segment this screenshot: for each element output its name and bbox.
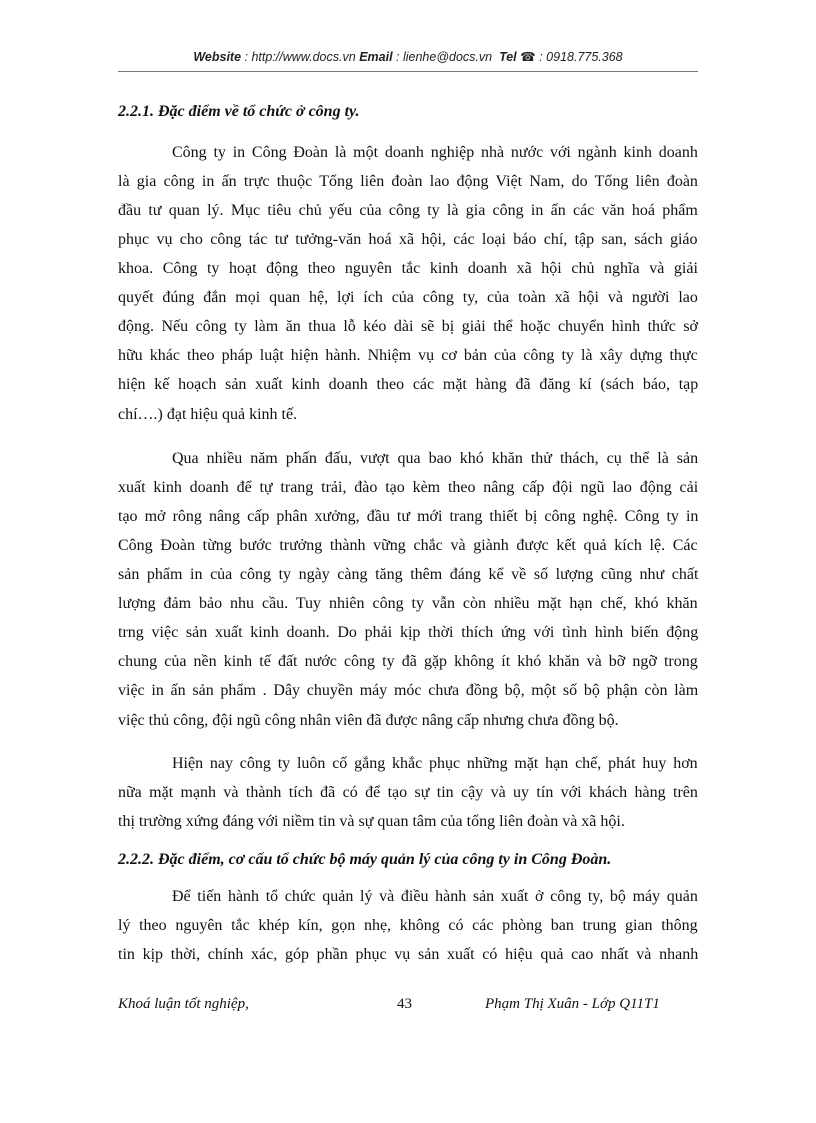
phone-icon: ☎ [520,50,536,64]
email-value: : lienhe@docs.vn [396,50,493,64]
text-line: chung của nền kinh tế đất nước công ty đã gặp không ít khó khăn và bỡ ngỡ trong [118,653,698,670]
text-line: tin kịp thời, chính xác, góp phần phục vụ sản xuất có hiệu quả cao nhất và nhanh [118,946,699,963]
website-label: Website [193,50,242,64]
text-line: chí….) đạt hiệu quả kinh tế. [118,406,298,423]
text-line: đầu tư quan lý. Mục tiêu chủ yếu của công ty là gia công in ấn các văn hoá phẩm [118,202,698,219]
text-line: động. Nếu công ty làm ăn thua lỗ kéo dài sẽ bị giải thể hoặc chuyển hình thức sở [118,318,699,335]
text-line: Công ty in Công Đoàn là một doanh nghiệp nhà nước với ngành kinh doanh [172,144,698,161]
text-line: phục vụ cho công tác tư tưởng-văn hoá xã hội, các loại báo chí, tập san, sách giáo [118,231,698,248]
text-line: hiện kế hoạch sản xuất kinh doanh theo các mặt hàng đã đăng kí (sách báo, tạp [118,376,699,393]
text-line: xuất kinh doanh để tự trang trải, đào tạo kèm theo nâng cấp đội ngũ lao động cải [118,479,699,496]
text-line: trng việc sản xuất kinh doanh. Do phải kịp thời thích ứng với tình hình biến động [118,624,699,641]
page-header [118,49,698,64]
text-line: lý theo nguyên tắc khép kín, gọn nhẹ, không có các phòng ban trung gian thông [118,917,698,934]
text-line: quyết đúng đắn mọi quan hệ, lợi ích của công ty, của toàn xã hội và người lao [118,289,698,306]
text-line: việc thủ công, đội ngũ công nhân viên đã được nâng cấp nhưng chưa đồng bộ. [118,712,619,729]
text-line: Hiện nay công ty luôn cố gắng khắc phục những mặt hạn chế, phát huy hơn [172,755,698,772]
footer-thesis-label: Khoá luận tốt nghiệp, [118,996,249,1012]
tel-label: Tel [499,50,517,64]
website-value: : http://www.docs.vn [244,50,356,64]
text-line: nữa mặt mạnh và thành tích đã có để tạo sự tin cậy và uy tín với khách hàng trên [118,784,698,801]
text-line: lượng đảm bảo nhu cầu. Tuy nhiên công ty vẫn còn nhiều mặt hạn chế, khó khăn [118,595,698,612]
text-line: việc in ấn sản phẩm . Dây chuyền máy móc chưa đồng bộ, một số bộ phận còn làm [118,682,699,699]
tel-value: : 0918.775.368 [539,50,623,64]
text-line: Công Đoàn từng bước trưởng thành vững chắc và giành được kết quả kích lệ. Các [118,537,698,554]
section-2-2-1-heading: 2.2.1. Đặc điểm về tổ chức ở công ty. [118,103,360,120]
text-line: Qua nhiều năm phấn đấu, vượt qua bao khó khăn thử thách, cụ thể là sản [172,450,699,467]
text-line: hữu khác theo pháp luật hiện hành. Nhiệm vụ cơ bản của công ty là xây dựng thực [118,347,698,364]
text-line: tạo mở rông nâng cấp phân xưởng, đầu tư mới trang thiết bị công nghệ. Công ty in [118,508,699,525]
section-2-2-2-heading: 2.2.2. Đặc điểm, cơ cấu tổ chức bộ máy quản lý của công ty in Công Đoàn. [118,851,612,868]
email-label: Email [359,50,393,64]
footer-page-number: 43 [397,996,412,1012]
text-line: là gia công in ấn trực thuộc Tổng liên đoàn lao động Việt Nam, do Tổng liên đoàn [118,173,698,190]
text-line: sản phẩm in của công ty ngày càng tăng thêm đáng kể về số lượng cũng như chất [118,566,699,583]
footer-author: Phạm Thị Xuân - Lớp Q11T1 [485,996,660,1012]
text-line: thị trường xứng đáng với niềm tin và sự quan tâm của tổng liên đoàn và xã hội. [118,813,625,830]
header-divider [118,71,698,72]
text-line: Để tiến hành tổ chức quản lý và điều hành sản xuất ở công ty, bộ máy quản [172,888,698,905]
text-line: khoa. Công ty hoạt động theo nguyên tắc kinh doanh xã hội chủ nghĩa và giải [118,260,698,277]
